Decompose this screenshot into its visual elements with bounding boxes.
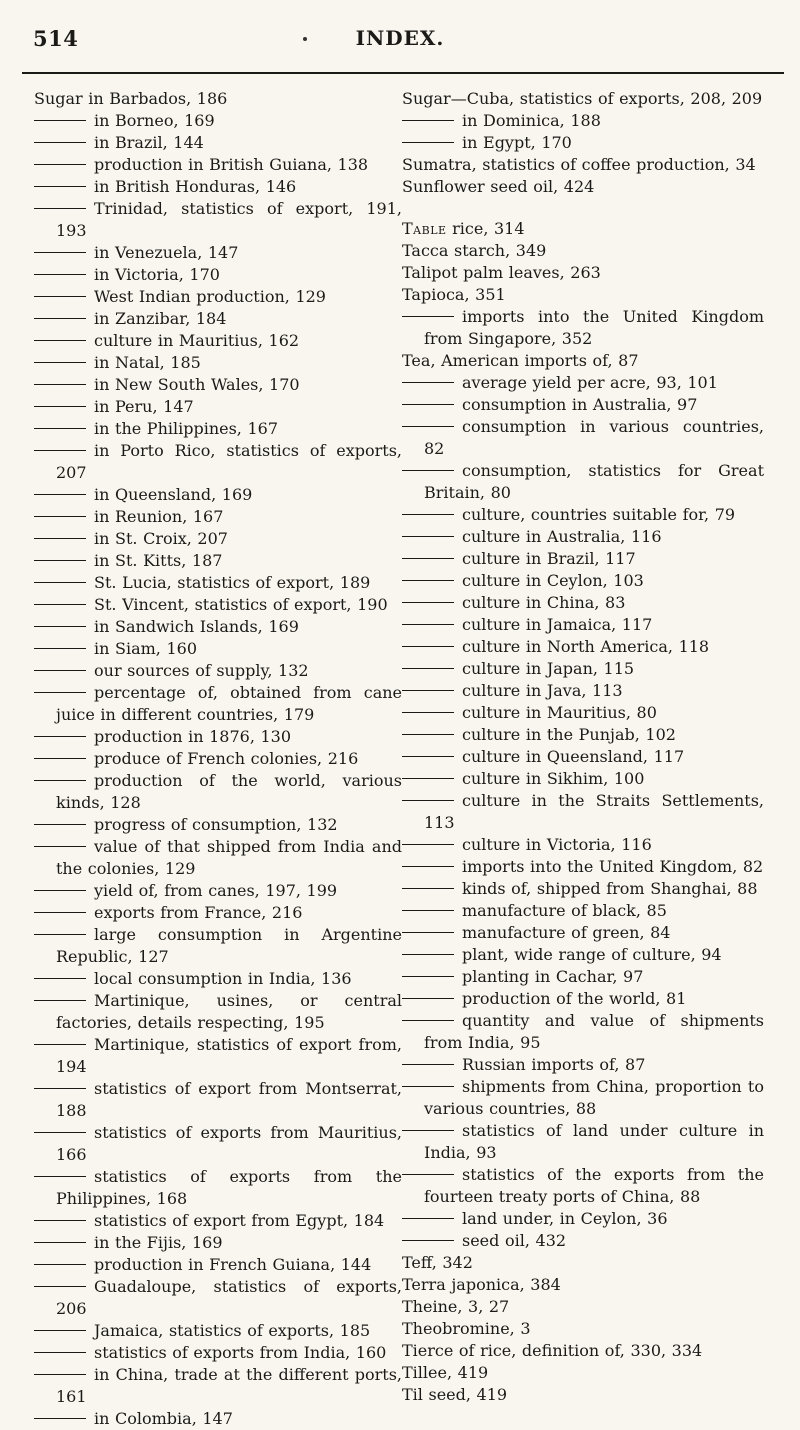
- index-entry: Teff, 342: [402, 1253, 473, 1272]
- index-subentry: in Venezuela, 147: [34, 242, 402, 264]
- index-subentry: consumption, statistics for Great Britain, 80: [402, 460, 764, 504]
- index-entry: Sunflower seed oil, 424: [402, 177, 595, 196]
- index-subentry: culture in Mauritius, 162: [34, 330, 402, 352]
- index-subentry: production in British Guiana, 138: [34, 154, 402, 176]
- index-subentry: culture in North America, 118: [402, 636, 764, 658]
- index-subentry: Guadaloupe, statistics of exports, 206: [34, 1276, 402, 1320]
- index-entry: Theobromine, 3: [402, 1319, 531, 1338]
- index-entry: Til seed, 419: [402, 1385, 508, 1404]
- index-subentry: Trinidad, statistics of export, 191, 193: [34, 198, 402, 242]
- index-subentry: Martinique, statistics of export from, 194: [34, 1034, 402, 1078]
- index-subentry: planting in Cachar, 97: [402, 966, 764, 988]
- index-subentry: percentage of, obtained from cane juice in different countries, 179: [34, 682, 402, 726]
- index-subentry: statistics of exports from the Philippines, 168: [34, 1166, 402, 1210]
- index-subentry: in Colombia, 147: [34, 1408, 402, 1430]
- index-subentry: plant, wide range of culture, 94: [402, 944, 764, 966]
- index-subentry: in St. Kitts, 187: [34, 550, 402, 572]
- index-subentry: quantity and value of shipments from India, 95: [402, 1010, 764, 1054]
- index-subentry: in Dominica, 188: [402, 110, 764, 132]
- index-subentry: manufacture of black, 85: [402, 900, 764, 922]
- index-entry: Sugar—Cuba, statistics of exports, 208, 209: [402, 89, 763, 108]
- index-subentry: St. Lucia, statistics of export, 189: [34, 572, 402, 594]
- index-subentry: in St. Croix, 207: [34, 528, 402, 550]
- index-subentry: culture in Victoria, 116: [402, 834, 764, 856]
- index-subentry: yield of, from canes, 197, 199: [34, 880, 402, 902]
- index-subentry: in China, trade at the different ports, 161: [34, 1364, 402, 1408]
- index-subentry: culture in the Straits Settlements, 113: [402, 790, 764, 834]
- index-subentry: culture in Jamaica, 117: [402, 614, 764, 636]
- index-subentry: consumption in Australia, 97: [402, 394, 764, 416]
- index-subentry: culture in Japan, 115: [402, 658, 764, 680]
- index-entry: Tea, American imports of, 87: [402, 351, 639, 370]
- index-subentry: statistics of land under culture in India, 93: [402, 1120, 764, 1164]
- index-subentry: local consumption in India, 136: [34, 968, 402, 990]
- index-subentry: in Porto Rico, statistics of exports, 207: [34, 440, 402, 484]
- index-group-t: [402, 218, 764, 1406]
- index-subentry: in Reunion, 167: [34, 506, 402, 528]
- index-column-right: [402, 88, 764, 1406]
- index-subentry: seed oil, 432: [402, 1230, 764, 1252]
- index-entry: Tapioca, 351: [402, 285, 506, 304]
- index-subentry: imports into the United Kingdom, 82: [402, 856, 764, 878]
- index-subentry: consumption in various countries, 82: [402, 416, 764, 460]
- index-subentry: culture in Ceylon, 103: [402, 570, 764, 592]
- index-group-s: [402, 88, 764, 198]
- index-subentry: exports from France, 216: [34, 902, 402, 924]
- index-subentry: imports into the United Kingdom from Singapore, 352: [402, 306, 764, 350]
- index-entry: Theine, 3, 27: [402, 1297, 510, 1316]
- page-number: 514: [33, 26, 79, 51]
- index-subentry: in Queensland, 169: [34, 484, 402, 506]
- index-subentry: in Siam, 160: [34, 638, 402, 660]
- index-subentry: in New South Wales, 170: [34, 374, 402, 396]
- index-subentry: kinds of, shipped from Shanghai, 88: [402, 878, 764, 900]
- index-subentry: our sources of supply, 132: [34, 660, 402, 682]
- index-column-left: [34, 88, 402, 1430]
- index-entry: Sumatra, statistics of coffee production, 34: [402, 155, 756, 174]
- index-subentry: land under, in Ceylon, 36: [402, 1208, 764, 1230]
- index-subentry: culture in the Punjab, 102: [402, 724, 764, 746]
- index-subentry: statistics of export from Egypt, 184: [34, 1210, 402, 1232]
- index-subentry: St. Vincent, statistics of export, 190: [34, 594, 402, 616]
- index-subentry: Russian imports of, 87: [402, 1054, 764, 1076]
- index-entry: Tacca starch, 349: [402, 241, 547, 260]
- index-subentry: culture in Mauritius, 80: [402, 702, 764, 724]
- index-subentry: Martinique, usines, or central factories, details respecting, 195: [34, 990, 402, 1034]
- index-subentry: statistics of the exports from the fourteen treaty ports of China, 88: [402, 1164, 764, 1208]
- index-subentry: in the Philippines, 167: [34, 418, 402, 440]
- index-subentry: in Zanzibar, 184: [34, 308, 402, 330]
- index-subentry: culture in Java, 113: [402, 680, 764, 702]
- running-title: INDEX.: [355, 26, 445, 50]
- index-subentry: statistics of exports from Mauritius, 166: [34, 1122, 402, 1166]
- index-entry: Terra japonica, 384: [402, 1275, 561, 1294]
- index-subentry: in Victoria, 170: [34, 264, 402, 286]
- index-subentry: in Egypt, 170: [402, 132, 764, 154]
- index-subentry: in Sandwich Islands, 169: [34, 616, 402, 638]
- index-subentry: average yield per acre, 93, 101: [402, 372, 764, 394]
- index-subentry: progress of consumption, 132: [34, 814, 402, 836]
- index-subentry: value of that shipped from India and the colonies, 129: [34, 836, 402, 880]
- letter-gap: [402, 198, 764, 218]
- index-subentry: statistics of exports from India, 160: [34, 1342, 402, 1364]
- index-subentry: shipments from China, proportion to various countries, 88: [402, 1076, 764, 1120]
- index-subentry: in British Honduras, 146: [34, 176, 402, 198]
- index-subentry: manufacture of green, 84: [402, 922, 764, 944]
- index-subentry: in Brazil, 144: [34, 132, 402, 154]
- index-subentry: in Natal, 185: [34, 352, 402, 374]
- index-subentry: culture in Australia, 116: [402, 526, 764, 548]
- index-subentry: in Borneo, 169: [34, 110, 402, 132]
- index-subentry: West Indian production, 129: [34, 286, 402, 308]
- index-subentry: culture in Brazil, 117: [402, 548, 764, 570]
- index-subentry: Jamaica, statistics of exports, 185: [34, 1320, 402, 1342]
- index-entry: Tierce of rice, definition of, 330, 334: [402, 1341, 703, 1360]
- index-subentry: in Peru, 147: [34, 396, 402, 418]
- index-subentry: culture in Queensland, 117: [402, 746, 764, 768]
- index-subentry: culture in China, 83: [402, 592, 764, 614]
- letter-heading-word: Table: [402, 219, 447, 238]
- index-subentry: large consumption in Argentine Republic, 127: [34, 924, 402, 968]
- index-subentry: production in French Guiana, 144: [34, 1254, 402, 1276]
- index-subentry: production of the world, various kinds, 128: [34, 770, 402, 814]
- index-subentry: production in 1876, 130: [34, 726, 402, 748]
- index-subentry: culture in Sikhim, 100: [402, 768, 764, 790]
- index-entry: Tillee, 419: [402, 1363, 489, 1382]
- index-entry: Talipot palm leaves, 263: [402, 263, 601, 282]
- index-subentry: in the Fijis, 169: [34, 1232, 402, 1254]
- header-rule: [22, 72, 784, 74]
- index-subentry: culture, countries suitable for, 79: [402, 504, 764, 526]
- index-subentry: produce of French colonies, 216: [34, 748, 402, 770]
- index-subentry: statistics of export from Montserrat, 188: [34, 1078, 402, 1122]
- page-header: [0, 18, 800, 58]
- index-entry: Sugar in Barbados, 186: [34, 89, 228, 108]
- index-subentry: production of the world, 81: [402, 988, 764, 1010]
- index-entry: Table rice, 314: [402, 219, 525, 238]
